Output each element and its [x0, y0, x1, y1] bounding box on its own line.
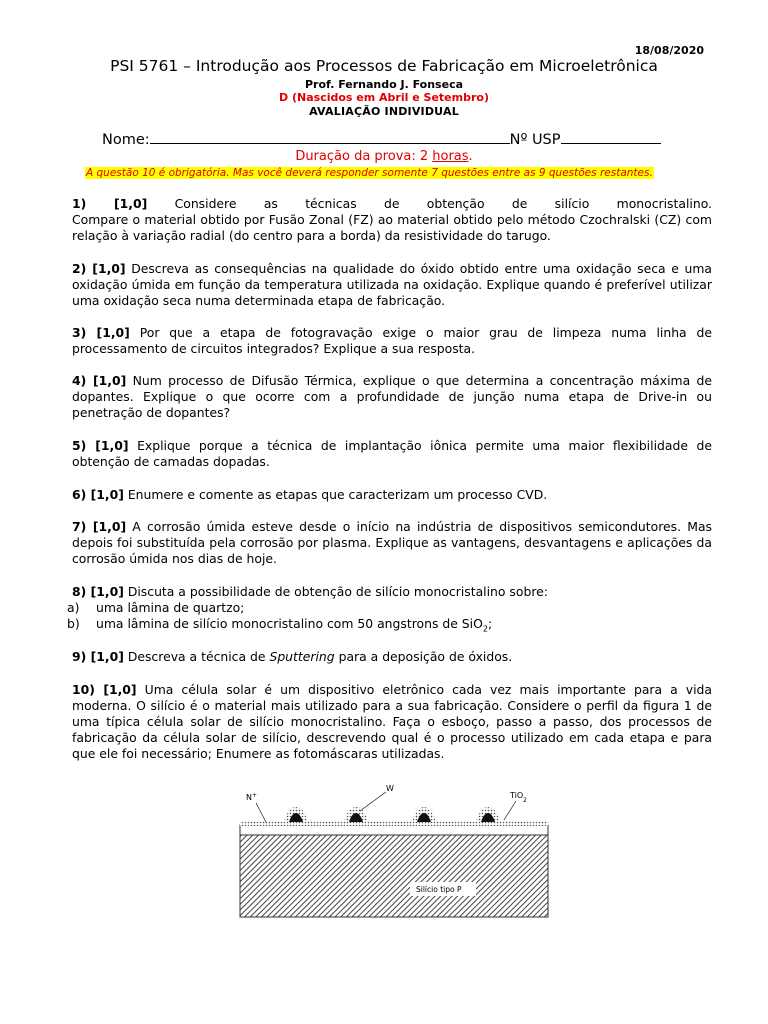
question-10: 10) [1,0] Uma célula solar é um dispositivo eletrônico cada vez mais importante para a vida moderna. O silício é o material mais utilizado para a sua fabricação. Considere o perfil da figura 1 de uma típica célula solar de silício monocristalino. Faça o esboço, passo a passo, dos processos de fabricação da célula solar de silício, descrevendo qual é o processo utilizado em cada etapa e para que ele foi necessário; Enumere as fotomáscaras utilizadas.: [72, 682, 712, 761]
option-a: a) uma lâmina de quartzo;: [67, 600, 245, 615]
mandatory-notice: A questão 10 é obrigatória. Mas você deverá responder somente 7 questões entre as 9 questões restantes.: [86, 167, 653, 179]
usp-blank[interactable]: [561, 131, 661, 144]
exam-date: 18/08/2020: [634, 44, 704, 57]
option-b: b) uma lâmina de silício monocristalino com 50 angstrons de SiO$_2$;: [67, 616, 493, 634]
substrate-label: Silício tipo P: [416, 885, 462, 894]
professor-name: Prof. Fernando J. Fonseca: [304, 78, 464, 91]
question-4: 4) [1,0] Num processo de Difusão Térmica, explique o que determina a concentração máxima de dopantes. Explique o que ocorre com a profundidade de junção numa etapa de Drive-in ou penetração de dopantes?: [72, 373, 713, 420]
solar-cell-figure: [226, 782, 566, 922]
name-label: Nome:: [102, 132, 150, 148]
question-5: 5) [1,0] Explique porque a técnica de implantação iônica permite uma maior flexibilidade de obtenção de camadas dopadas.: [72, 438, 713, 469]
name-usp-line: [102, 131, 661, 148]
question-1: 1) [1,0] Considere as técnicas de obtenção de silício monocristalino. Compare o material obtido por Fusão Zonal (FZ) ao material obtido pelo método Czochralski (CZ) com relação à variação radial (do centro para a borda) da resistividade do tarugo.: [72, 196, 713, 243]
question-2: 2) [1,0] Descreva as consequências na qualidade do óxido obtido entre uma oxidação seca e uma oxidação úmida em função da temperatura utilizada na oxidação. Explique quando é preferível utilizar uma oxidação seca numa determinada etapa de fabricação.: [72, 261, 712, 308]
tungsten-contacts: [284, 807, 500, 822]
tio2-label: TiO$_2$: [510, 791, 527, 804]
question-9: 9) [1,0] Descreva a técnica de Sputtering para a deposição de óxidos.: [72, 649, 513, 664]
name-blank[interactable]: [150, 131, 510, 144]
question-3: 3) [1,0] Por que a etapa de fotogravação exige o maior grau de limpeza numa linha de processamento de circuitos integrados? Explique a sua resposta.: [72, 325, 713, 356]
w-label: W: [386, 784, 394, 793]
student-group: D (Nascidos em Abril e Setembro): [279, 91, 489, 104]
exam-duration: Duração da prova: 2 horas.: [295, 149, 473, 164]
n-plus-label: N+: [246, 791, 258, 802]
question-7: 7) [1,0] A corrosão úmida esteve desde o início na indústria de dispositivos semicondutores. Mas depois foi substituída pela corrosão por plasma. Explique as vantagens, desvantagens e aplicações da corrosão úmida nos dias de hoje.: [72, 519, 712, 566]
n-plus-layer: [240, 825, 548, 835]
question-6: 6) [1,0] Enumere e comente as etapas que caracterizam um processo CVD.: [72, 487, 548, 502]
question-8: 8) [1,0] Discuta a possibilidade de obtenção de silício monocristalino sobre: a) uma lâmina de quartzo; b) uma lâmina de silício monocristalino com 50 angstrons de SiO$_2$;: [72, 584, 712, 637]
usp-label: Nº USP: [509, 132, 561, 148]
evaluation-type: AVALIAÇÃO INDIVIDUAL: [309, 105, 459, 118]
p-type-substrate: [240, 835, 548, 917]
course-title: PSI 5761 – Introdução aos Processos de Fabricação em Microeletrônica: [110, 57, 658, 75]
